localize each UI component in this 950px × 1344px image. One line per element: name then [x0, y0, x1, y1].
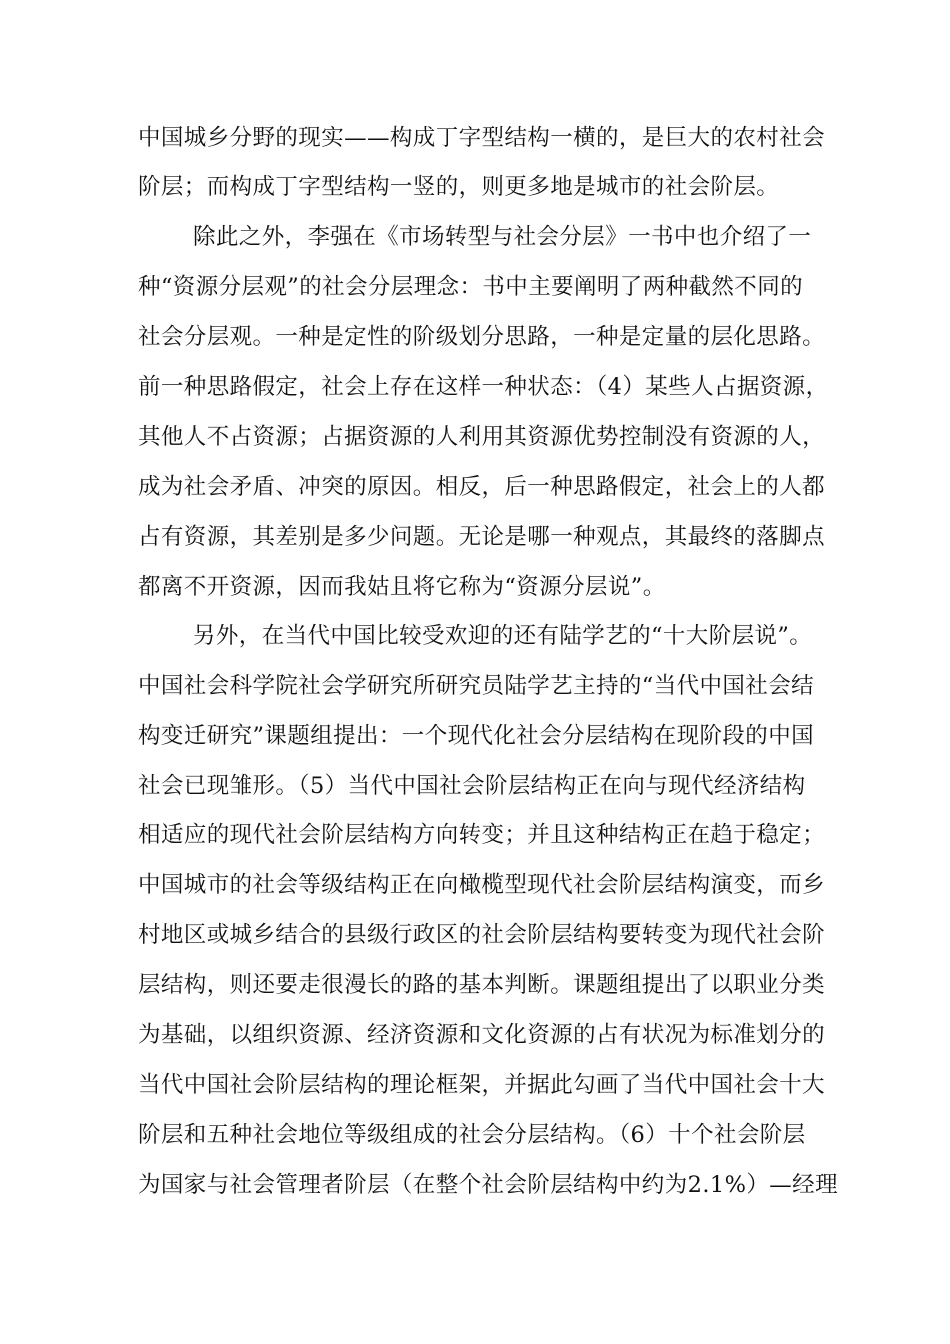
- text-line: 中国城乡分野的现实——构成丁字型结构一横的，是巨大的农村社会: [138, 125, 826, 151]
- paragraph-start-line: 另外，在当代中国比较受欢迎的还有陆学艺的“十大阶层说”。: [193, 623, 813, 649]
- text-line: 成为社会矛盾、冲突的原因。相反，后一种思路假定，社会上的人都: [138, 474, 826, 500]
- text-line: 层结构，则还要走很漫长的路的基本判断。课题组提出了以职业分类: [138, 972, 826, 998]
- text-line: 构变迁研究”课题组提出：一个现代化社会分层结构在现阶段的中国: [138, 723, 815, 749]
- text-line: 占有资源，其差别是多少问题。无论是哪一种观点，其最终的落脚点: [138, 524, 826, 550]
- text-line: 前一种思路假定，社会上存在这样一种状态：（4）某些人占据资源，: [138, 374, 829, 400]
- text-line: 社会分层观。一种是定性的阶级划分思路，一种是定量的层化思路。: [138, 324, 826, 350]
- text-line: 当代中国社会阶层结构的理论框架，并据此勾画了当代中国社会十大: [138, 1072, 826, 1098]
- text-line: 中国城市的社会等级结构正在向橄榄型现代社会阶层结构演变，而乡: [138, 872, 826, 898]
- paragraph-start-line: 除此之外，李强在《市场转型与社会分层》一书中也介绍了一: [193, 224, 812, 250]
- text-line: 都离不开资源，因而我姑且将它称为“资源分层说”。: [138, 574, 666, 600]
- text-line: 村地区或城乡结合的县级行政区的社会阶层结构要转变为现代社会阶: [138, 922, 826, 948]
- text-line: 社会已现雏形。（5）当代中国社会阶层结构正在向与现代经济结构: [138, 773, 806, 799]
- text-line: 阶层；而构成丁字型结构一竖的，则更多地是城市的社会阶层。: [138, 174, 780, 200]
- text-line: 中国社会科学院社会学研究所研究员陆学艺主持的“当代中国社会结: [138, 673, 815, 699]
- text-line: 为国家与社会管理者阶层（在整个社会阶层结构中约为2.1%）—经理: [138, 1172, 838, 1198]
- text-line: 为基础，以组织资源、经济资源和文化资源的占有状况为标准划分的: [138, 1022, 826, 1048]
- text-line: 阶层和五种社会地位等级组成的社会分层结构。（6）十个社会阶层: [138, 1122, 806, 1148]
- text-line: 种“资源分层观”的社会分层理念：书中主要阐明了两种截然不同的: [138, 274, 804, 300]
- text-line: 其他人不占资源；占据资源的人利用其资源优势控制没有资源的人，: [138, 424, 826, 450]
- text-line: 相适应的现代社会阶层结构方向转变；并且这种结构正在趋于稳定；: [138, 822, 826, 848]
